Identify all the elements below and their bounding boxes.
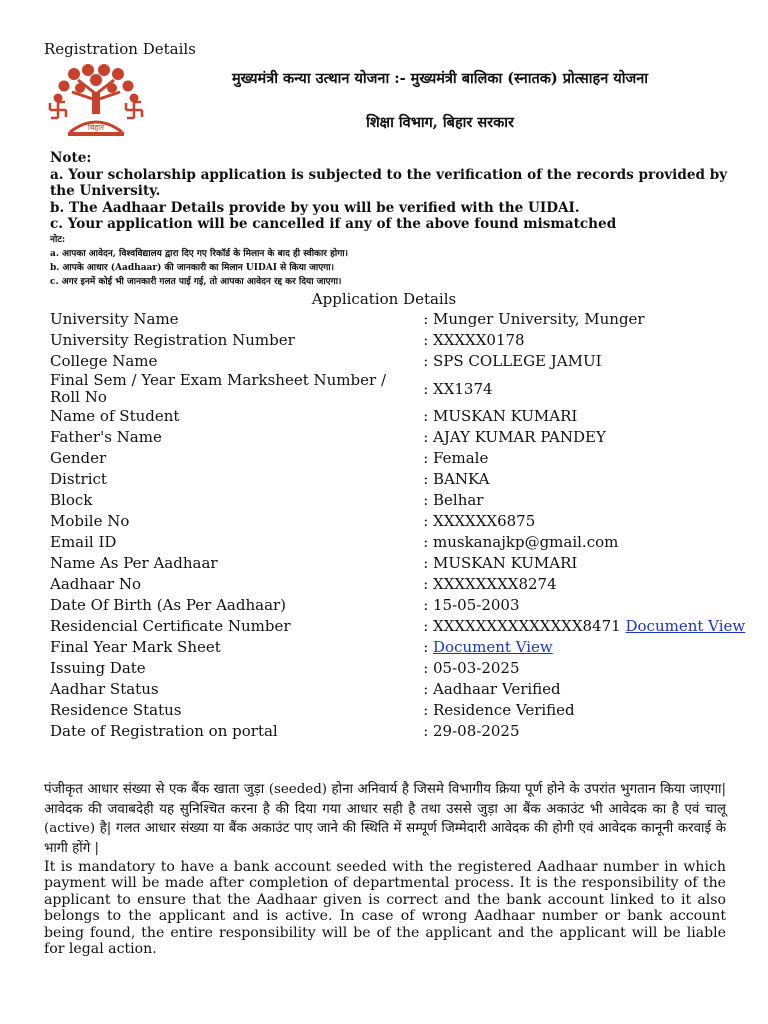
disclaimer-english: It is mandatory to have a bank account seeded with the registered Aadhaar number in which payment will be made after completion of departmental process. It is the responsibility of the applicant to ensure that the Aadhaar given is correct and the bank account linked to it also belongs to the applicant and is active. In case of wrong Aadhaar number or bank account being found, the entire responsibility will be of the applicant and the applicant will be liable for legal action. <box>44 859 726 958</box>
field-label: Residencial Certificate Number <box>50 617 291 635</box>
table-row <box>48 679 748 700</box>
field-value: : Residence Verified <box>423 701 575 719</box>
field-label: Date Of Birth (As Per Aadhaar) <box>50 596 287 614</box>
field-value: : XXXXX0178 <box>423 331 525 349</box>
field-value: : Munger University, Munger <box>423 310 645 328</box>
table-row <box>48 448 748 469</box>
field-label: Mobile No <box>50 512 130 530</box>
note-b-hindi: b. आपके आधार (Aadhaar) की जानकारी का मिलान UIDAI से किया जाएगा। <box>50 262 335 273</box>
table-row <box>48 427 748 448</box>
marksheet-document-view-link[interactable]: Document View <box>433 638 553 656</box>
note-b: b. The Aadhaar Details provide by you will be verified with the UIDAI. <box>50 199 580 216</box>
table-row <box>48 553 748 574</box>
table-row <box>48 700 748 721</box>
note-a-hindi: a. आपका आवेदन, विश्वविद्यालय द्वारा दिए गए रिकॉर्ड के मिलान के बाद ही स्वीकार होगा। <box>50 248 349 259</box>
table-row <box>48 658 748 679</box>
field-value: XXXXXXXXXXXXXX8471 <box>433 617 621 635</box>
field-label: Aadhaar No <box>50 575 142 593</box>
scheme-title: मुख्यमंत्री कन्या उत्थान योजना :- मुख्यमंत्री बालिका (स्नातक) प्रोत्साहन योजना <box>231 70 649 87</box>
page-heading: Registration Details <box>44 40 196 58</box>
field-value: : muskanajkp@gmail.com <box>423 533 619 551</box>
field-label: Father's Name <box>50 428 162 446</box>
application-details-title: Application Details <box>311 290 457 308</box>
table-row <box>48 637 748 658</box>
field-label: University Name <box>50 310 179 328</box>
table-row <box>48 330 748 351</box>
field-value: : XXXXXXXX8274 <box>423 575 557 593</box>
table-row <box>48 351 748 372</box>
notes-section <box>50 150 740 289</box>
field-label: Email ID <box>50 533 117 551</box>
field-label: Block <box>50 491 93 509</box>
note-heading-hindi: नोट: <box>50 234 66 245</box>
field-value: : AJAY KUMAR PANDEY <box>423 428 606 446</box>
field-value: : 15-05-2003 <box>423 596 520 614</box>
note-heading: Note: <box>50 150 92 166</box>
field-label: Final Sem / Year Exam Marksheet Number / Roll No <box>50 371 386 406</box>
logo-text: बिहार <box>87 123 105 132</box>
department-title: शिक्षा विभाग, बिहार सरकार <box>366 114 514 131</box>
field-label: Name As Per Aadhaar <box>50 554 218 572</box>
table-row <box>48 309 748 330</box>
table-row <box>48 490 748 511</box>
field-value: : BANKA <box>423 470 490 488</box>
table-row <box>48 574 748 595</box>
bihar-govt-logo <box>44 62 148 144</box>
field-label: Name of Student <box>50 407 180 425</box>
field-label: Final Year Mark Sheet <box>50 638 221 656</box>
field-label: University Registration Number <box>50 331 295 349</box>
field-value: : Aadhaar Verified <box>423 680 561 698</box>
field-label: Residence Status <box>50 701 182 719</box>
field-label: Gender <box>50 449 107 467</box>
note-a: a. Your scholarship application is subjected to the verification of the records provided by the University. <box>50 166 728 200</box>
table-row <box>48 372 748 406</box>
note-c-hindi: c. अगर इनमें कोई भी जानकारी गलत पाई गई, तो आपका आवेदन रद्द कर दिया जाएगा। <box>50 276 342 287</box>
field-value: : XX1374 <box>423 379 493 398</box>
table-row <box>48 532 748 553</box>
field-label: Date of Registration on portal <box>50 722 278 740</box>
field-value: : Female <box>423 449 489 467</box>
field-value: : Belhar <box>423 491 484 509</box>
residence-document-view-link[interactable]: Document View <box>625 617 746 635</box>
field-label: Issuing Date <box>50 659 146 677</box>
table-row <box>48 511 748 532</box>
table-row <box>48 469 748 490</box>
field-label: Aadhar Status <box>50 680 159 698</box>
field-value: : MUSKAN KUMARI <box>423 407 578 425</box>
marksheet-value <box>421 637 748 658</box>
field-value: : <box>423 638 434 656</box>
field-value: : MUSKAN KUMARI <box>423 554 578 572</box>
note-c: c. Your application will be cancelled if any of the above found mismatched <box>50 216 617 233</box>
field-value: : 29-08-2025 <box>423 722 520 740</box>
table-row <box>48 406 748 427</box>
value-colon: : <box>423 617 434 635</box>
table-row <box>48 616 748 637</box>
table-row <box>48 721 748 742</box>
disclaimer-hindi: पंजीकृत आधार संख्या से एक बैंक खाता जुड़ा (seeded) होना अनिवार्य है जिसमे विभागीय क्रिया पूर्ण होने के उपरांत भुगतान किया जाएगा| आवेदक की जवाबदेही यह सुनिश्चित करना है की दिया गया आधार सही है तथा उससे जुड़ा आ बैंक अकाउंट भी आवेदक का है एवं चालू (active) है| गलत आधार संख्या या बैंक अकाउंट पाए जाने की स्थिति में सम्पूर्ण जिम्मेदारी आवेदक की होगी एवं आवेदक कानूनी करवाई के भागी होंगे | <box>44 782 726 856</box>
field-label: District <box>50 470 107 488</box>
field-value: : SPS COLLEGE JAMUI <box>423 352 602 370</box>
application-details-table <box>48 309 748 742</box>
field-value: : XXXXXX6875 <box>423 512 536 530</box>
field-label: College Name <box>50 352 158 370</box>
table-row <box>48 595 748 616</box>
field-value: : 05-03-2025 <box>423 659 520 677</box>
residence-certificate-value <box>421 616 748 637</box>
